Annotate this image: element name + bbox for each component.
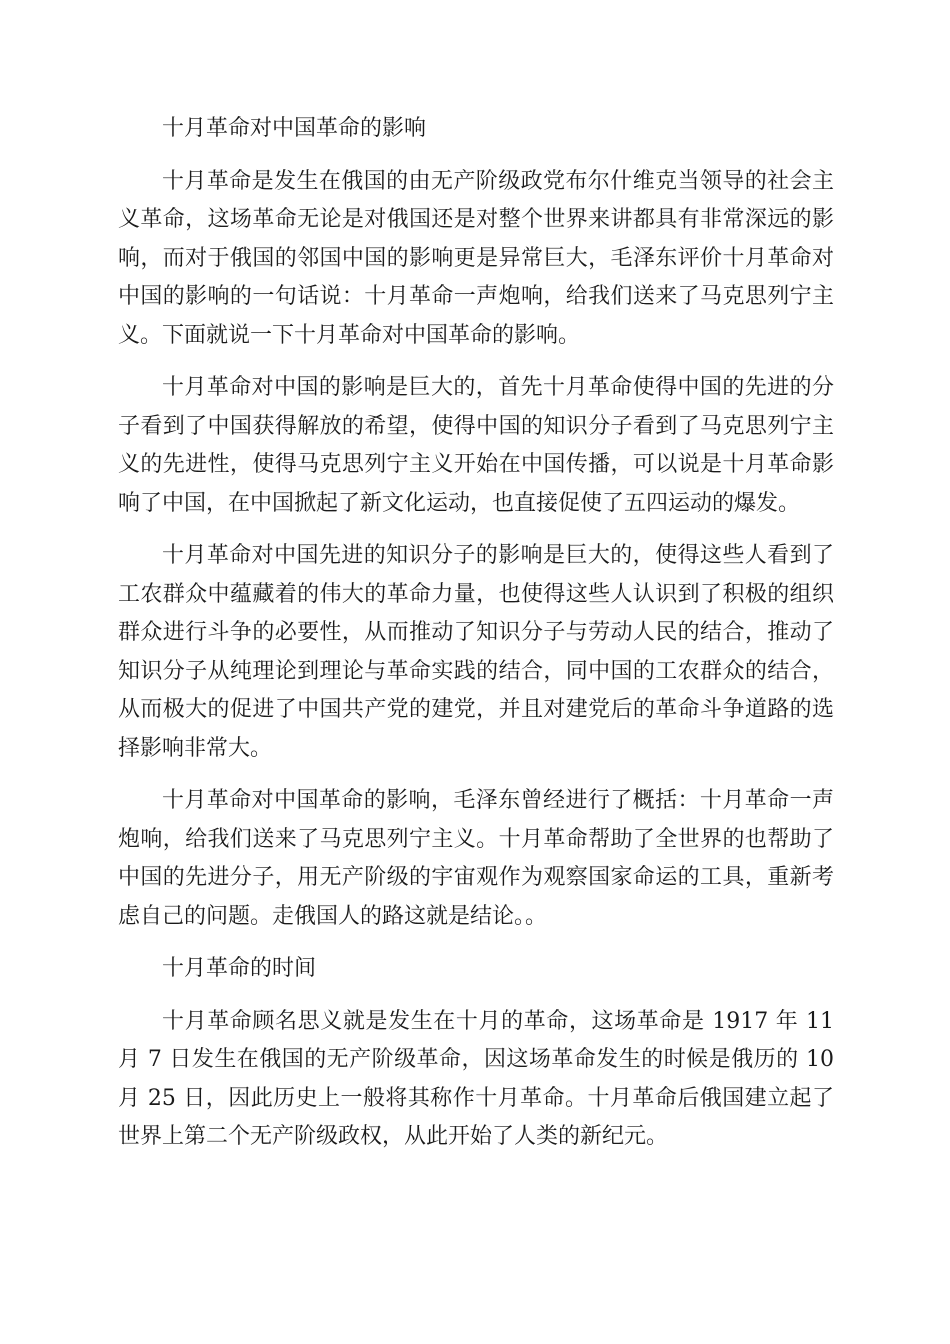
paragraph: 十月革命对中国的影响是巨大的，首先十月革命使得中国的先进的分子看到了中国获得解放的希望，使得中国的知识分子看到了马克思列宁主义的先进性，使得马克思列宁主义开始在中国传播，可以说是十月革命影响了中国，在中国掀起了新文化运动，也直接促使了五四运动的爆发。 (118, 375, 834, 516)
paragraph: 十月革命是发生在俄国的由无产阶级政党布尔什维克当领导的社会主义革命，这场革命无论是对俄国还是对整个世界来讲都具有非常深远的影响，而对于俄国的邻国中国的影响更是异常巨大，毛泽东评价十月革命对中国的影响的一句话说：十月革命一声炮响，给我们送来了马克思列宁主义。下面就说一下十月革命对中国革命的影响。 (118, 168, 834, 348)
paragraph: 十月革命顾名思义就是发生在十月的革命，这场革命是 1917 年 11 月 7 日发生在俄国的无产阶级革命，因这场革命发生的时候是俄历的 10 月 25 日，因此历史上一般将其称作十月革命。十月革命后俄国建立起了世界上第二个无产阶级政权，从此开始了人类的新纪元。 (118, 1008, 834, 1149)
document-page (118, 110, 834, 1171)
section-heading: 十月革命的时间 (162, 956, 317, 981)
paragraph: 十月革命对中国革命的影响，毛泽东曾经进行了概括：十月革命一声炮响，给我们送来了马克思列宁主义。十月革命帮助了全世界的也帮助了中国的先进分子，用无产阶级的宇宙观作为观察国家命运的工具，重新考虑自己的问题。走俄国人的路这就是结论。。 (118, 788, 834, 929)
section-heading: 十月革命对中国革命的影响 (162, 116, 427, 141)
paragraph: 十月革命对中国先进的知识分子的影响是巨大的，使得这些人看到了工农群众中蕴藏着的伟大的革命力量，也使得这些人认识到了积极的组织群众进行斗争的必要性，从而推动了知识分子与劳动人民的结合，推动了知识分子从纯理论到理论与革命实践的结合，同中国的工农群众的结合，从而极大的促进了中国共产党的建党，并且对建党后的革命斗争道路的选择影响非常大。 (118, 543, 834, 761)
